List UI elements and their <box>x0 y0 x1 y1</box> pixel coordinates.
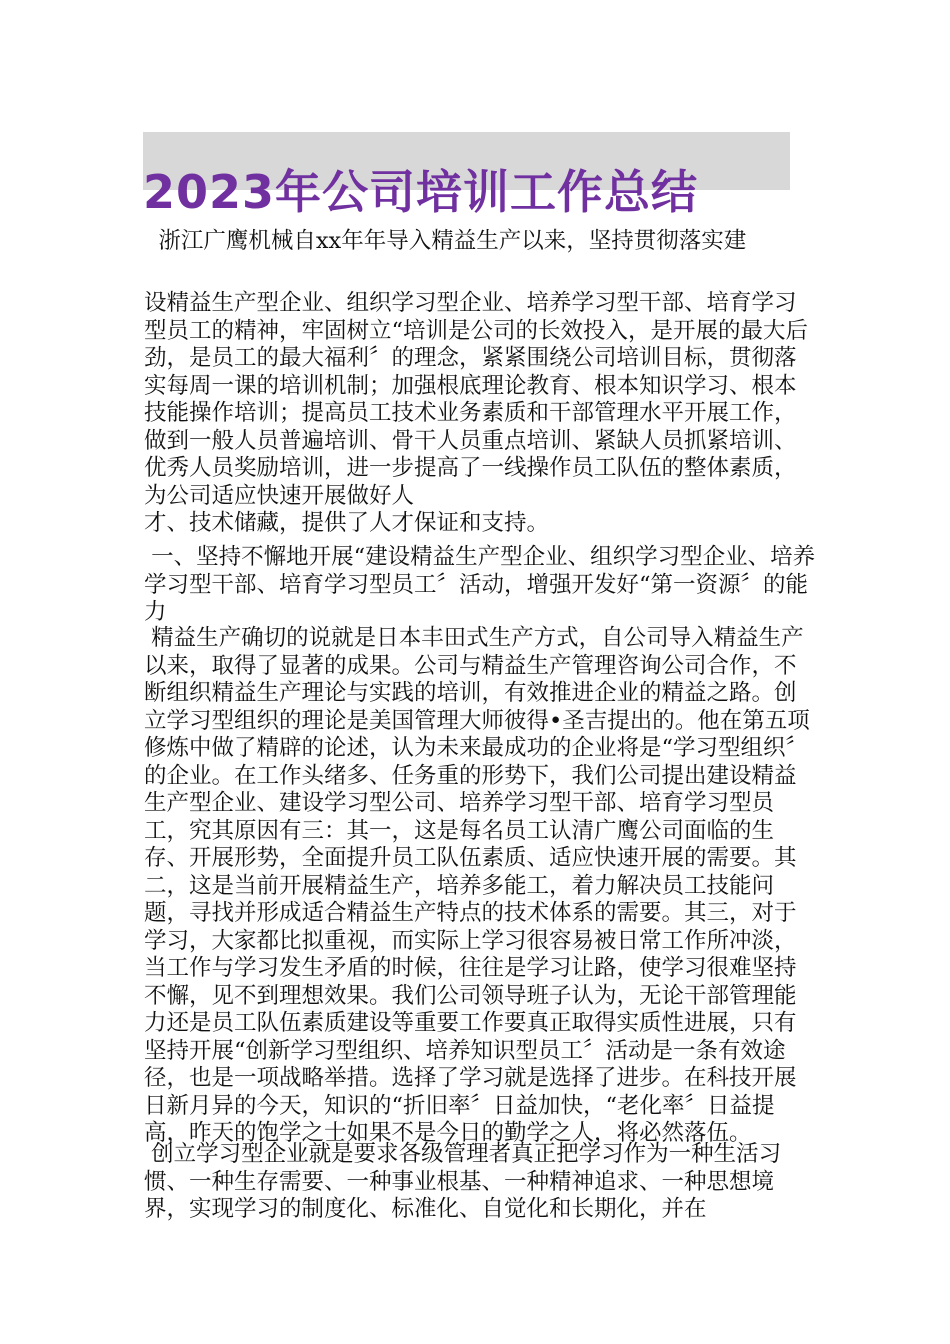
section-1-heading: 一、坚持不懈地开展“建设精益生产型企业、组织学习型企业、培养学习型干部、培育学习型员工〞活动，增强开发好“第一资源〞的能力 <box>144 544 816 625</box>
section-1-paragraph-2: 创立学习型企业就是要求各级管理者真正把学习作为一种生活习惯、一种生存需要、一种事业根基、一种精神追求、一种思想境界，实现学习的制度化、标准化、自觉化和长期化，并在 <box>144 1141 782 1222</box>
title-highlight <box>143 132 790 219</box>
intro-body: 设精益生产型企业、组织学习型企业、培养学习型干部、培育学习型员工的精神，牢固树立“培训是公司的长效投入，是开展的最大后劲，是员工的最大福利〞的理念，紧紧围绕公司培训目标，贯彻落实每周一课的培训机制；加强根底理论教育、根本知识学习、根本技能操作培训；提高员工技术业务素质和干部管理水平开展工作，做到一般人员普遍培训、骨干人员重点培训、紧缺人员抓紧培训、优秀人员奖励培训，进一步提高了一线操作员工队伍的整体素质，为公司适应快速开展做好人 <box>144 290 809 509</box>
document-title: 2023年公司培训工作总结 <box>143 164 699 219</box>
intro-last-line: 才、技术储藏，提供了人才保证和支持。 <box>144 510 550 536</box>
section-1-paragraph: 精益生产确切的说就是日本丰田式生产方式，自公司导入精益生产以来，取得了显著的成果。公司与精益生产管理咨询公司合作，不断组织精益生产理论与实践的培训，有效推进企业的精益之路。创立学习型组织的理论是美国管理大师彼得•圣吉提出的。他在第五项修炼中做了精辟的论述，认为未来最成功的企业将是“学习型组织〞的企业。在工作头绪多、任务重的形势下，我们公司提出建设精益生产型企业、建设学习型公司、培养学习型干部、培育学习型员工，究其原因有三：其一，这是每名员工认清广鹰公司面临的生存、开展形势，全面提升员工队伍素质、适应快速开展的需要。其二，这是当前开展精益生产，培养多能工，着力解决员工技能问题，寻找并形成适合精益生产特点的技术体系的需要。其三，对于学习，大家都比拟重视，而实际上学习很容易被日常工作所冲淡，当工作与学习发生矛盾的时候，往往是学习让路，使学习很难坚持不懈，见不到理想效果。我们公司领导班子认为，无论干部管理能力还是员工队伍素质建设等重要工作要真正取得实质性进展，只有坚持开展“创新学习型组织、培养知识型员工〞活动是一条有效途径，也是一项战略举措。选择了学习就是选择了进步。在科技开展日新月异的今天，知识的“折旧率〞日益加快，“老化率〞日益提高，昨天的饱学之士如果不是今日的勤学之人，将必然落伍。 <box>144 625 810 1146</box>
intro-first-line: 浙江广鹰机械自xx年年导入精益生产以来，坚持贯彻落实建 <box>144 228 747 254</box>
